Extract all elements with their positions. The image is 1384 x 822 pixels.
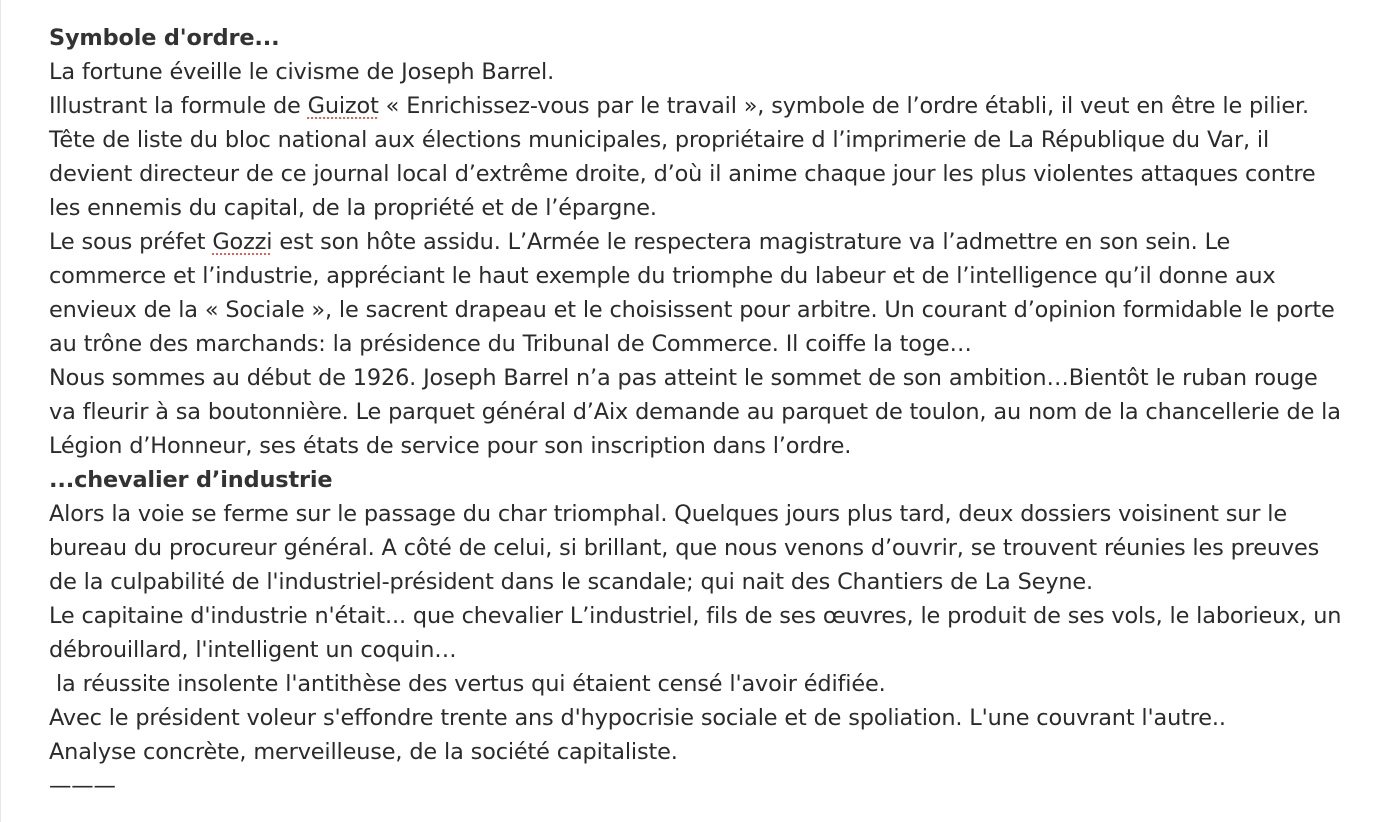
paragraph: Analyse concrète, merveilleuse, de la société capitaliste. [49, 739, 678, 765]
section-heading-chevalier: ...chevalier d’industrie [49, 467, 333, 493]
paragraph-text: est son hôte assidu. L’Armée le respectera magistrature va l’admettre en son sein. Le commerce et l’industrie, appréciant le haut exemple du triomphe du labeur et de l’intelligence qu’il donne aux envieux de la « Sociale », le sacrent drapeau et le choisissent pour arbitre. Un courant d’opinion formidable le porte au trône des marchands: la présidence du Tribunal de Commerce. Il coiffe la toge… [49, 229, 1335, 357]
paragraph: Le capitaine d'industrie n'était... que chevalier L’industriel, fils de ses œuvres, le produit de ses vols, le laborieux, un débrouillard, l'intelligent un coquin… [49, 603, 1342, 663]
paragraph-text: Le sous préfet [49, 229, 213, 255]
paragraph: la réussite insolente l'antithèse des vertus qui étaient censé l'avoir édifiée. [49, 671, 886, 697]
separator-line: ——— [49, 773, 116, 799]
paragraph [49, 225, 1349, 361]
paragraph-text: « Enrichissez-vous par le travail », symbole de l’ordre établi, il veut en être le pilier. Tête de liste du bloc national aux élections municipales, propriétaire d l’imprimerie de La République du Var, il devient directeur de ce journal local d’extrême droite, d’où il anime chaque jour les plus violentes attaques contre les ennemis du capital, de la propriété et de l’épargne. [49, 93, 1316, 221]
paragraph [49, 89, 1349, 225]
paragraph: La fortune éveille le civisme de Joseph Barrel. [49, 59, 555, 85]
misspelled-word[interactable]: Gozzi [212, 229, 273, 255]
paragraph: Alors la voie se ferme sur le passage du char triomphal. Quelques jours plus tard, deux dossiers voisinent sur le bureau du procureur général. A côté de celui, si brillant, que nous venons d’ouvrir, se trouvent réunies les preuves de la culpabilité de l'industriel-président dans le scandale; qui nait des Chantiers de La Seyne. [49, 501, 1320, 595]
paragraph: Avec le président voleur s'effondre trente ans d'hypocrisie sociale et de spoliation. L'une couvrant l'autre.. [49, 705, 1226, 731]
section-heading-symbole: Symbole d'ordre... [49, 25, 280, 51]
paragraph: Nous sommes au début de 1926. Joseph Barrel n’a pas atteint le sommet de son ambition…Bientôt le ruban rouge va fleurir à sa boutonnière. Le parquet général d’Aix demande au parquet de toulon, au nom de la chancellerie de la Légion d’Honneur, ses états de service pour son inscription dans l’ordre. [49, 365, 1341, 459]
document-body[interactable] [49, 21, 1349, 803]
misspelled-word[interactable]: Guizot [307, 93, 379, 119]
paragraph-text: Illustrant la formule de [49, 93, 308, 119]
